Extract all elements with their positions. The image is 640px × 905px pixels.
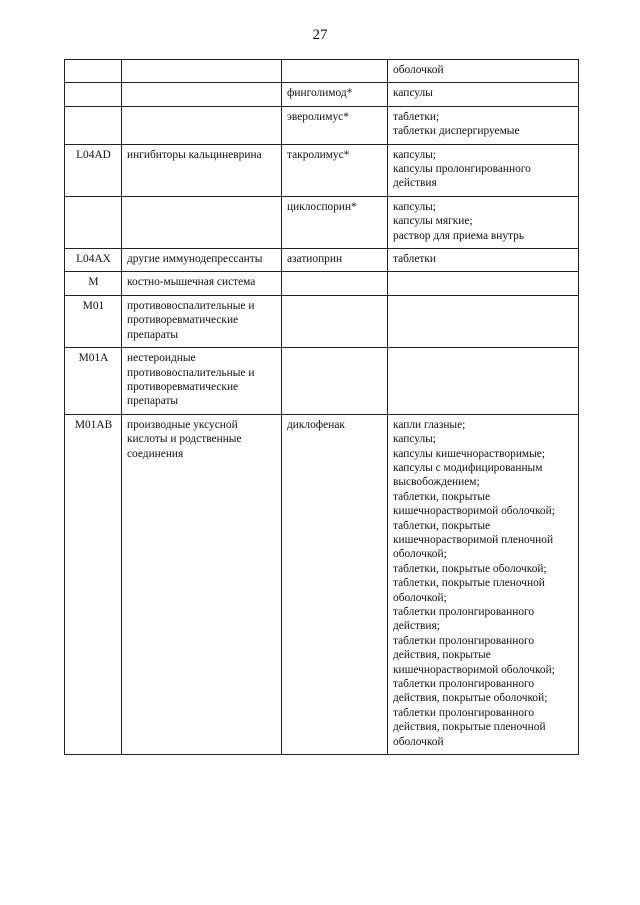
pharmacological-group-cell	[122, 196, 282, 248]
dosage-form: капсулы кишечнорастворимые;	[393, 447, 545, 460]
dosage-forms-cell	[388, 60, 579, 83]
table-row	[65, 249, 579, 272]
dosage-forms-cell	[388, 272, 579, 295]
table-row	[65, 60, 579, 83]
table-row	[65, 295, 579, 347]
dosage-form: таблетки, покрытые пленочной оболочкой;	[393, 577, 545, 604]
drug-name-cell	[282, 295, 388, 347]
dosage-form: таблетки пролонгированного действия, покрытые пленочной оболочкой	[393, 706, 546, 748]
drug-name-cell	[282, 272, 388, 295]
drug-name-cell: финголимод*	[282, 83, 388, 106]
pharmacological-group-cell: противовоспалительные и противоревматические препараты	[122, 295, 282, 347]
dosage-form: капсулы с модифицированным высвобождением;	[393, 461, 543, 489]
table-row	[65, 414, 579, 754]
pharmacological-group-cell: ингибиторы кальциневрина	[122, 144, 282, 196]
table-row	[65, 348, 579, 415]
dosage-forms-cell	[388, 414, 579, 754]
atc-code-cell	[65, 83, 122, 106]
dosage-forms-cell	[388, 144, 579, 196]
drug-name-cell: азатиоприн	[282, 249, 388, 272]
table-row	[65, 196, 579, 248]
dosage-form: таблетки пролонгированного действия, покрытые кишечнорастворимой оболочкой;	[393, 634, 555, 676]
dosage-form: капли глазные;	[393, 418, 466, 431]
table-row	[65, 106, 579, 144]
atc-code-cell	[65, 106, 122, 144]
pharmacological-group-cell	[122, 106, 282, 144]
table-row	[65, 83, 579, 106]
drug-table	[64, 59, 579, 755]
table-row	[65, 144, 579, 196]
dosage-form: капсулы пролонгированного действия	[393, 163, 531, 190]
pharmacological-group-cell: костно-мышечная система	[122, 272, 282, 295]
atc-code-cell: L04AD	[65, 144, 122, 196]
dosage-form: таблетки пролонгированного действия, покрытые оболочкой;	[393, 678, 548, 705]
dosage-forms-cell	[388, 83, 579, 106]
dosage-form: таблетки диспергируемые	[393, 125, 520, 138]
atc-code-cell: L04AX	[65, 249, 122, 272]
table-row	[65, 272, 579, 295]
dosage-form: капсулы	[393, 87, 433, 100]
dosage-form: таблетки	[393, 253, 437, 266]
dosage-form: таблетки, покрытые оболочкой;	[393, 562, 547, 575]
dosage-form: капсулы мягкие;	[393, 215, 473, 228]
atc-code-cell	[65, 60, 122, 83]
drug-name-cell	[282, 348, 388, 415]
dosage-form: капсулы;	[393, 433, 436, 446]
dosage-form: таблетки пролонгированного действия;	[393, 606, 535, 633]
dosage-form: таблетки, покрытые кишечнорастворимой пленочной оболочкой;	[393, 519, 554, 561]
dosage-forms-cell	[388, 348, 579, 415]
pharmacological-group-cell: другие иммунодепрессанты	[122, 249, 282, 272]
dosage-form: капсулы;	[393, 148, 436, 161]
atc-code-cell: M01A	[65, 348, 122, 415]
dosage-forms-cell	[388, 295, 579, 347]
dosage-form: капсулы;	[393, 200, 436, 213]
dosage-forms-cell	[388, 106, 579, 144]
pharmacological-group-cell	[122, 83, 282, 106]
page-number: 27	[312, 27, 328, 43]
dosage-forms-cell	[388, 196, 579, 248]
dosage-form: раствор для приема внутрь	[393, 229, 525, 242]
atc-code-cell: M01	[65, 295, 122, 347]
atc-code-cell	[65, 196, 122, 248]
dosage-form: таблетки;	[393, 110, 440, 123]
pharmacological-group-cell: производные уксусной кислоты и родственные соединения	[122, 414, 282, 754]
drug-name-cell: эверолимус*	[282, 106, 388, 144]
table-body	[65, 60, 579, 755]
atc-code-cell: M	[65, 272, 122, 295]
drug-name-cell: циклоспорин*	[282, 196, 388, 248]
dosage-forms-cell	[388, 249, 579, 272]
dosage-form: таблетки, покрытые кишечнорастворимой оболочкой;	[393, 490, 555, 518]
drug-name-cell	[282, 60, 388, 83]
dosage-form: оболочкой	[393, 64, 444, 76]
drug-name-cell: такролимус*	[282, 144, 388, 196]
pharmacological-group-cell	[122, 60, 282, 83]
atc-code-cell: M01AB	[65, 414, 122, 754]
drug-name-cell: диклофенак	[282, 414, 388, 754]
pharmacological-group-cell: нестероидные противовоспалительные и противоревматические препараты	[122, 348, 282, 415]
